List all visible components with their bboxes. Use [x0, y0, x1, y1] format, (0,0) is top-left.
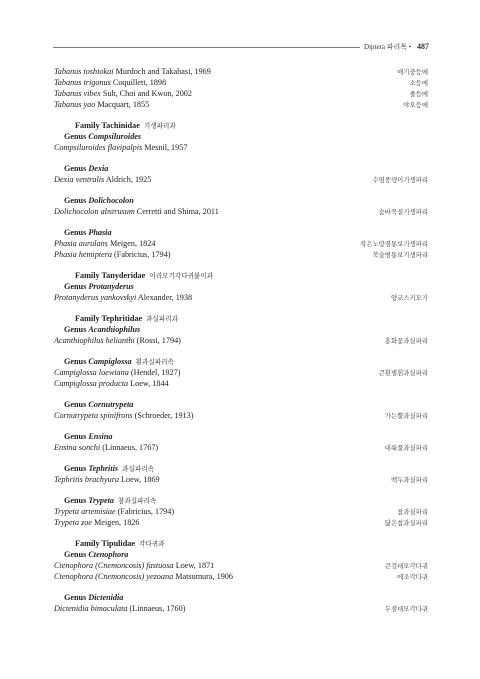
species-entry [54, 292, 192, 303]
species-author: Meigen, 1824 [109, 239, 156, 248]
genus-name: Ensina [88, 432, 113, 441]
species-author: (Fabricius, 1794) [114, 250, 171, 259]
genus-prefix: Genus [64, 196, 87, 205]
genus-heading [54, 281, 428, 292]
species-name: Dictenidia bimaculata [54, 604, 128, 613]
korean-common-name: 작은노랑점통보기생파리 [360, 240, 428, 248]
genus-name: Campiglossa [88, 357, 132, 366]
species-entry [54, 517, 140, 528]
korean-common-name: 닮은참과실파리 [384, 519, 428, 527]
family-heading [54, 313, 428, 324]
species-row [54, 571, 428, 582]
species-name: Ctenophora (Cnemoncosis) yezoana [54, 572, 174, 581]
species-author: Macquart, 1855 [97, 100, 150, 109]
genus-name: Dictenidia [88, 593, 124, 602]
genus-prefix: Genus [64, 400, 87, 409]
species-entry [54, 99, 149, 110]
genus-prefix: Genus [64, 550, 87, 559]
genus-prefix: Genus [64, 432, 87, 441]
genus-name: Ctenophora [88, 550, 129, 559]
species-row [54, 506, 428, 517]
species-name: Tabanus yao [54, 100, 96, 109]
species-name: Campiglossa loewiana [54, 368, 129, 377]
species-name: Campiglossa producta [54, 379, 129, 388]
species-entry [54, 88, 192, 99]
species-name: Acanthiophilus helianthi [54, 336, 135, 345]
genus-heading [54, 163, 428, 174]
species-name: Trypeta zoe [54, 518, 92, 527]
species-row [54, 560, 428, 571]
korean-common-name: 가는뿔과실파리 [384, 412, 428, 420]
genus-korean-name: 흰과실파리속 [135, 358, 174, 366]
species-name: Dexia ventralis [54, 175, 105, 184]
species-author: Aldrich, 1925 [105, 175, 152, 184]
taxon-group [54, 66, 428, 110]
species-author: Alexander, 1938 [137, 293, 193, 302]
species-name: Ctenophora (Cnemoncosis) fastuosa [54, 561, 174, 570]
species-row [54, 603, 428, 614]
genus-heading [54, 324, 428, 335]
species-author: (Rossi, 1794) [136, 336, 181, 345]
korean-common-name: 야오등에 [403, 101, 428, 109]
family-korean-name: 기생파리과 [143, 122, 176, 130]
taxon-group [54, 356, 428, 389]
species-name: Tephritis brachyura [54, 475, 119, 484]
species-author: Loew, 1871 [175, 561, 215, 570]
genus-prefix: Genus [64, 282, 87, 291]
taxon-group [54, 195, 428, 217]
korean-common-name: 참과실파리 [397, 508, 428, 516]
species-entry [54, 238, 155, 249]
species-entry [54, 442, 158, 453]
genus-prefix: Genus [64, 464, 87, 473]
taxon-group [54, 227, 428, 260]
species-author: (Schroeder, 1913) [134, 411, 194, 420]
genus-heading [54, 131, 428, 142]
genus-prefix: Genus [64, 593, 87, 602]
taxon-group [54, 495, 428, 528]
species-entry [54, 410, 193, 421]
species-entry [54, 474, 160, 485]
species-entry [54, 249, 170, 260]
family-name: Family Tachinidae [75, 121, 140, 130]
korean-common-name: 두점대모각다귀 [384, 605, 428, 613]
genus-heading [54, 399, 428, 410]
korean-common-name: 애기중등에 [397, 68, 428, 76]
taxon-group [54, 463, 428, 485]
korean-common-name: 북슬범통보기생파리 [372, 251, 428, 259]
genus-heading [54, 195, 428, 206]
family-name: Family Tephritidae [75, 314, 143, 323]
taxon-group [54, 120, 428, 153]
species-name: Phasia hemiptera [54, 250, 112, 259]
species-row [54, 249, 428, 260]
species-row [54, 442, 428, 453]
genus-name: Dolichocolon [88, 196, 134, 205]
species-name: Trypeta artemisiae [54, 507, 116, 516]
species-author: (Linnaeus, 1760) [129, 604, 186, 613]
family-korean-name: 과실파리과 [146, 315, 179, 323]
genus-prefix: Genus [64, 132, 87, 141]
species-author: Meigen, 1826 [94, 518, 140, 527]
genus-heading [54, 495, 428, 506]
species-name: Ensina sonchi [54, 443, 101, 452]
taxon-group [54, 431, 428, 453]
species-entry [54, 603, 185, 614]
species-row [54, 367, 428, 378]
species-entry [54, 378, 169, 389]
header-rule [53, 47, 369, 48]
genus-korean-name: 참과실파리속 [118, 497, 157, 505]
genus-name: Trypeta [88, 496, 114, 505]
header-text [360, 41, 429, 53]
species-entry [54, 206, 219, 217]
korean-common-name: 백두과실파리 [390, 476, 428, 484]
family-korean-name: 각다귀과 [139, 540, 165, 548]
species-name: Dolichocolon abstrusum [54, 207, 135, 216]
genus-name: Dexia [88, 164, 109, 173]
family-heading [54, 120, 428, 131]
family-korean-name: 어리모기각다귀붙이과 [149, 272, 214, 280]
species-author: Suh, Choi and Kwon, 2002 [102, 89, 192, 98]
genus-name: Cornutrypeta [88, 400, 134, 409]
species-author: (Fabricius, 1794) [117, 507, 175, 516]
header-title: Diptera 파리목 [364, 43, 408, 51]
species-row [54, 238, 428, 249]
species-author: Loew, 1869 [121, 475, 160, 484]
korean-common-name: 큰검대모각다귀 [384, 562, 428, 570]
species-author: Murdoch and Takahasi, 1969 [115, 67, 211, 76]
genus-heading [54, 431, 428, 442]
species-row [54, 378, 428, 389]
family-name: Family Tipulidae [75, 539, 135, 548]
header-bullet: • [408, 43, 412, 51]
species-row [54, 292, 428, 303]
species-row [54, 517, 428, 528]
species-name: Protanyderus yankovskyi [54, 293, 137, 302]
running-header [53, 41, 429, 53]
species-entry [54, 571, 233, 582]
species-author: Cerretti and Shima, 2011 [136, 207, 219, 216]
species-row [54, 410, 428, 421]
species-row [54, 474, 428, 485]
species-entry [54, 77, 166, 88]
species-name: Compsiluroides flavipalpis [54, 143, 143, 152]
korean-common-name: 홍화꽃과실파리 [384, 337, 428, 345]
species-row [54, 66, 428, 77]
page-number: 487 [417, 42, 429, 51]
genus-prefix: Genus [64, 164, 87, 173]
species-name: Cornutrypeta spinifrons [54, 411, 133, 420]
korean-common-name: 줄등에 [409, 90, 428, 98]
genus-name: Acanthiophilus [88, 325, 141, 334]
species-author: Matsumura, 1906 [175, 572, 233, 581]
species-entry [54, 66, 211, 77]
species-entry [54, 506, 174, 517]
species-author: (Hendel, 1927) [130, 368, 181, 377]
taxon-group [54, 313, 428, 346]
genus-heading [54, 227, 428, 238]
korean-common-name: 소등에 [409, 79, 428, 87]
korean-common-name: 대륙풀과실파리 [384, 444, 428, 452]
genus-name: Protanyderus [88, 282, 134, 291]
taxon-group [54, 399, 428, 421]
species-row [54, 335, 428, 346]
species-row [54, 174, 428, 185]
species-name: Tabanus toshiokai [54, 67, 114, 76]
genus-prefix: Genus [64, 357, 87, 366]
species-author: Mesnil, 1957 [144, 143, 188, 152]
species-name: Tabanus trigonus [54, 78, 111, 87]
species-row [54, 206, 428, 217]
species-row [54, 77, 428, 88]
family-heading [54, 538, 428, 549]
taxon-group [54, 538, 428, 582]
genus-prefix: Genus [64, 228, 87, 237]
taxon-group [54, 163, 428, 185]
species-author: Loew, 1844 [130, 379, 169, 388]
genus-name: Tephritis [88, 464, 119, 473]
korean-common-name: 수염풍뎅이기생파리 [372, 176, 428, 184]
species-row [54, 99, 428, 110]
species-entry [54, 367, 180, 378]
genus-prefix: Genus [64, 496, 87, 505]
korean-common-name: 에조각다귀 [397, 573, 428, 581]
species-entry [54, 142, 187, 153]
korean-common-name: 양코스키모기 [390, 294, 428, 302]
genus-prefix: Genus [64, 325, 87, 334]
genus-name: Compsiluroides [88, 132, 142, 141]
taxon-group [54, 270, 428, 303]
genus-heading [54, 592, 428, 603]
species-author: (Linnaeus, 1767) [102, 443, 159, 452]
species-name: Tabanus vibex [54, 89, 101, 98]
korean-common-name: 숨바꼭질기생파리 [378, 208, 428, 216]
species-list [54, 66, 428, 614]
family-heading [54, 270, 428, 281]
genus-heading [54, 549, 428, 560]
genus-korean-name: 과실파리속 [122, 465, 154, 473]
genus-heading [54, 356, 428, 367]
species-entry [54, 560, 214, 571]
taxon-group [54, 592, 428, 614]
species-row [54, 142, 428, 153]
genus-name: Phasia [88, 228, 112, 237]
species-author: Coquillett, 1898 [112, 78, 167, 87]
species-entry [54, 335, 181, 346]
species-name: Phasia aurulans [54, 239, 108, 248]
korean-common-name: 큰흰별흰과실파리 [378, 369, 428, 377]
family-name: Family Tanyderidae [75, 271, 146, 280]
species-entry [54, 174, 151, 185]
genus-heading [54, 463, 428, 474]
species-row [54, 88, 428, 99]
